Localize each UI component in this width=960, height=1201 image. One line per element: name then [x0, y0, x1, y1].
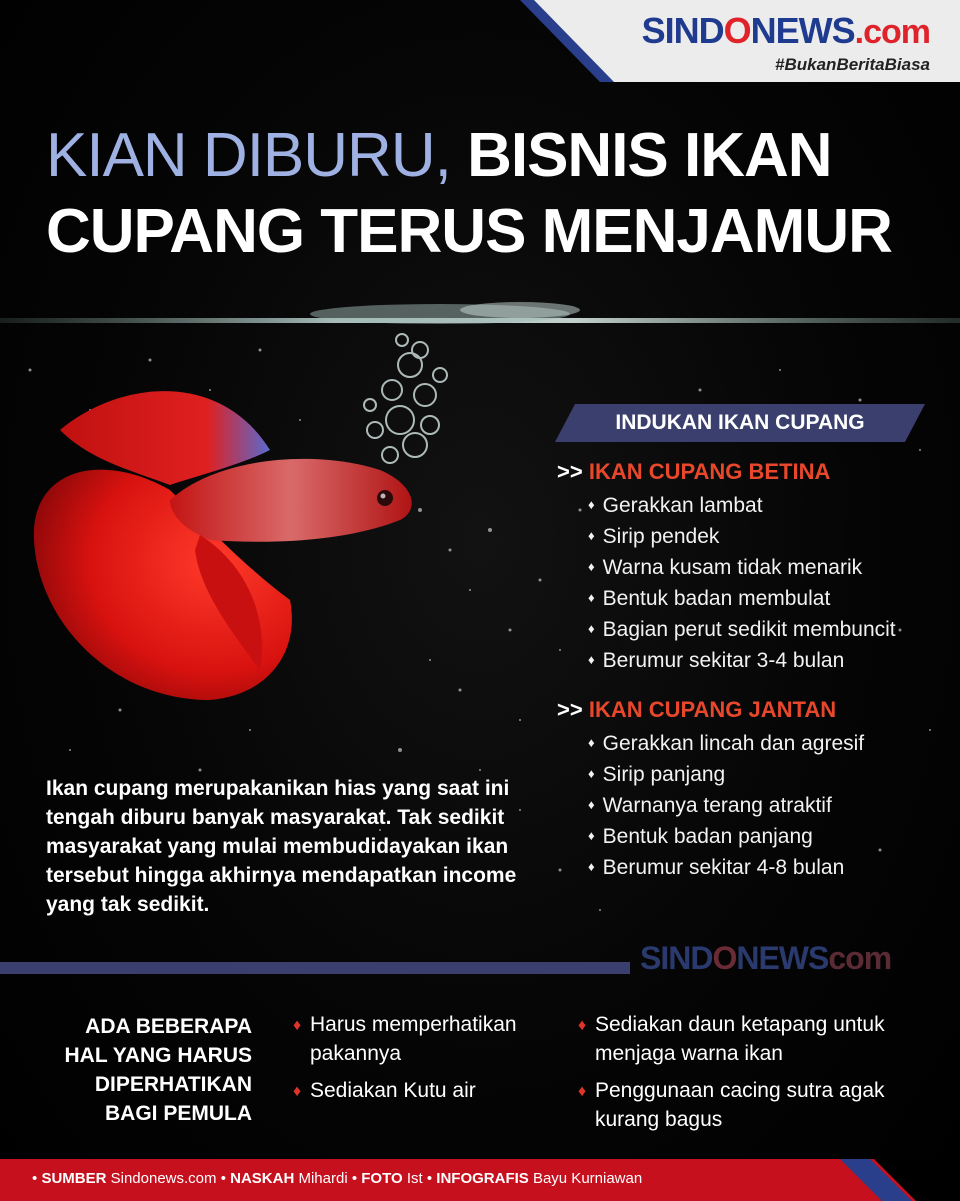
list-item: ♦ Warnanya terang atraktif: [588, 794, 832, 817]
tip-item-2: ♦ Sediakan Kutu air: [310, 1076, 560, 1105]
female-heading: >> IKAN CUPANG BETINA: [557, 459, 831, 484]
tips-heading: ADA BEBERAPA HAL YANG HARUS DIPERHATIKAN BAGI PEMULA: [64, 1015, 252, 1125]
section-heading-indukan: [555, 404, 925, 442]
male-traits-list: [588, 729, 864, 884]
male-heading: >> IKAN CUPANG JANTAN: [557, 697, 837, 722]
tip-item-1: ♦ Harus memperhatikan pakannya: [293, 1013, 517, 1065]
brand-banner: [520, 0, 960, 82]
tip-item-4: ♦ Penggunaan cacing sutra agak kurang bagus: [578, 1079, 885, 1131]
list-item: ♦ Berumur sekitar 4-8 bulan: [588, 856, 845, 879]
diamond-bullet-icon: ♦: [293, 1083, 302, 1100]
page-title: [46, 118, 926, 270]
section-divider: [0, 962, 630, 974]
tagline: #BukanBeritaBiasa: [775, 55, 930, 74]
diamond-bullet-icon: ♦: [578, 1017, 587, 1034]
list-item: ♦ Gerakkan lincah dan agresif: [588, 732, 865, 755]
intro-paragraph: Ikan cupang merupakanikan hias yang saat ini tengah diburu banyak masyarakat. Tak sedikit masyarakat yang mulai membudidayakan ikan tersebut hingga akhirnya mendapatkan income yang tak sedikit.: [46, 777, 517, 916]
tip-item-3: ♦ Sediakan daun ketapang untuk menjaga warna ikan: [578, 1013, 885, 1065]
sindonews-logo: SINDONEWS.com: [641, 10, 930, 51]
title-bold-1: BISNIS IKAN: [467, 121, 832, 190]
title-bold-2: CUPANG TERUS MENJAMUR: [46, 197, 892, 266]
footer-stripe: [840, 1159, 960, 1201]
diamond-bullet-icon: ♦: [293, 1017, 302, 1034]
indukan-heading-text: INDUKAN IKAN CUPANG: [615, 411, 865, 434]
female-traits-list: [588, 491, 896, 677]
betta-fish-image: [20, 370, 440, 710]
sindonews-watermark-logo: SINDONEWScom: [640, 940, 892, 976]
list-item: ♦ Gerakkan lambat: [588, 494, 763, 517]
list-item: ♦ Bagian perut sedikit membuncit: [588, 618, 896, 641]
list-item: ♦ Sirip pendek: [588, 525, 720, 548]
list-item: ♦ Berumur sekitar 3-4 bulan: [588, 649, 845, 672]
diamond-bullet-icon: ♦: [578, 1083, 587, 1100]
footer-credits: • SUMBER Sindonews.com • NASKAH Mihardi • FOTO Ist • INFOGRAFIS Bayu Kurniawan: [32, 1170, 643, 1187]
list-item: ♦ Bentuk badan panjang: [588, 825, 813, 848]
list-item: ♦ Bentuk badan membulat: [588, 587, 831, 610]
title-light: KIAN DIBURU,: [46, 121, 451, 190]
list-item: ♦ Warna kusam tidak menarik: [588, 556, 863, 579]
list-item: ♦ Sirip panjang: [588, 763, 726, 786]
